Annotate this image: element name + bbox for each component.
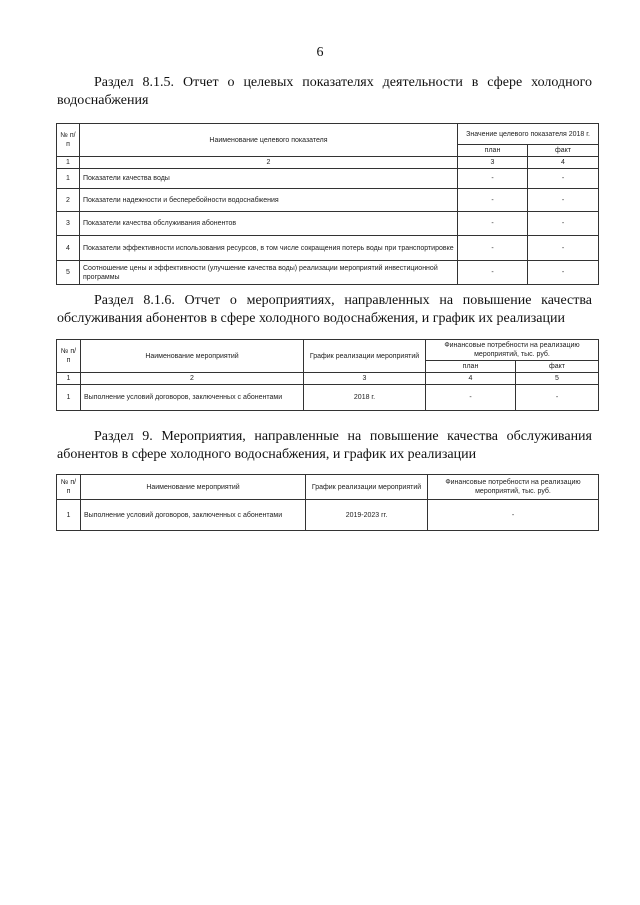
indicator-name: Показатели качества воды [80, 169, 458, 189]
column-header-schedule: График реализации мероприятий [304, 340, 426, 373]
index-cell: 1 [57, 157, 80, 169]
fact-value: - [528, 189, 599, 212]
column-header-number: № п/п [57, 124, 80, 157]
section-8-1-5-heading [57, 74, 592, 110]
table-row [57, 236, 599, 261]
fact-value: - [528, 261, 599, 285]
index-cell: 2 [80, 157, 458, 169]
column-header-finance: Финансовые потребности на реализацию мероприятий, тыс. руб. [428, 475, 599, 500]
column-header-measure-name: Наименование мероприятий [81, 475, 306, 500]
measure-name: Выполнение условий договоров, заключенных с абонентами [81, 385, 304, 411]
row-number: 1 [57, 500, 81, 531]
indicator-name: Соотношение цены и эффективности (улучшение качества воды) реализации мероприятий инвестиционной программы [80, 261, 458, 285]
column-header-indicator-name: Наименование целевого показателя [80, 124, 458, 157]
finance-value: - [428, 500, 599, 531]
plan-value: - [426, 385, 516, 411]
column-header-schedule: График реализации мероприятий [306, 475, 428, 500]
service-measures-plan-table [56, 474, 599, 531]
index-cell: 4 [426, 373, 516, 385]
column-header-fact: факт [516, 361, 599, 373]
index-cell: 2 [81, 373, 304, 385]
page-number: 6 [316, 45, 324, 60]
column-header-fact: факт [528, 145, 599, 157]
plan-value: - [458, 236, 528, 261]
table-row [57, 500, 599, 531]
fact-value: - [528, 212, 599, 236]
indicator-name: Показатели качества обслуживания абонентов [80, 212, 458, 236]
indicator-name: Показатели эффективности использования ресурсов, в том числе сокращения потерь воды при транспортировке [80, 236, 458, 261]
column-header-measure-name: Наименование мероприятий [81, 340, 304, 373]
index-cell: 4 [528, 157, 599, 169]
plan-value: - [458, 169, 528, 189]
row-number: 4 [57, 236, 80, 261]
plan-value: - [458, 261, 528, 285]
index-cell: 3 [458, 157, 528, 169]
section-8-1-5-heading-text: Раздел 8.1.5. Отчет о целевых показателях деятельности в сфере холодного водоснабжения [57, 75, 592, 108]
table-row [57, 261, 599, 285]
table-row [57, 212, 599, 236]
column-header-number: № п/п [57, 475, 81, 500]
index-cell: 5 [516, 373, 599, 385]
row-number: 5 [57, 261, 80, 285]
table-row [57, 169, 599, 189]
index-cell: 3 [304, 373, 426, 385]
index-cell: 1 [57, 373, 81, 385]
section-8-1-6-heading [57, 292, 592, 328]
section-9-heading [57, 428, 592, 464]
column-header-plan: план [458, 145, 528, 157]
table-row [57, 385, 599, 411]
fact-value: - [528, 169, 599, 189]
column-header-indicator-value: Значение целевого показателя 2018 г. [458, 124, 599, 145]
row-number: 2 [57, 189, 80, 212]
row-number: 1 [57, 385, 81, 411]
section-9-heading-text: Раздел 9. Мероприятия, направленные на повышение качества обслуживания абонентов в сфере холодного водоснабжения, и график их реализации [57, 429, 592, 462]
column-header-plan: план [426, 361, 516, 373]
schedule-value: 2019-2023 гг. [306, 500, 428, 531]
table-row [57, 189, 599, 212]
plan-value: - [458, 189, 528, 212]
fact-value: - [516, 385, 599, 411]
section-8-1-6-heading-text: Раздел 8.1.6. Отчет о мероприятиях, направленных на повышение качества обслуживания абонентов в сфере холодного водоснабжения, и график их реализации [57, 293, 592, 326]
column-header-number: № п/п [57, 340, 81, 373]
fact-value: - [528, 236, 599, 261]
row-number: 1 [57, 169, 80, 189]
schedule-value: 2018 г. [304, 385, 426, 411]
column-header-finance: Финансовые потребности на реализацию мероприятий, тыс. руб. [426, 340, 599, 361]
plan-value: - [458, 212, 528, 236]
row-number: 3 [57, 212, 80, 236]
indicator-name: Показатели надежности и бесперебойности водоснабжения [80, 189, 458, 212]
service-measures-report-table [56, 339, 599, 411]
measure-name: Выполнение условий договоров, заключенных с абонентами [81, 500, 306, 531]
target-indicators-table [56, 123, 599, 285]
